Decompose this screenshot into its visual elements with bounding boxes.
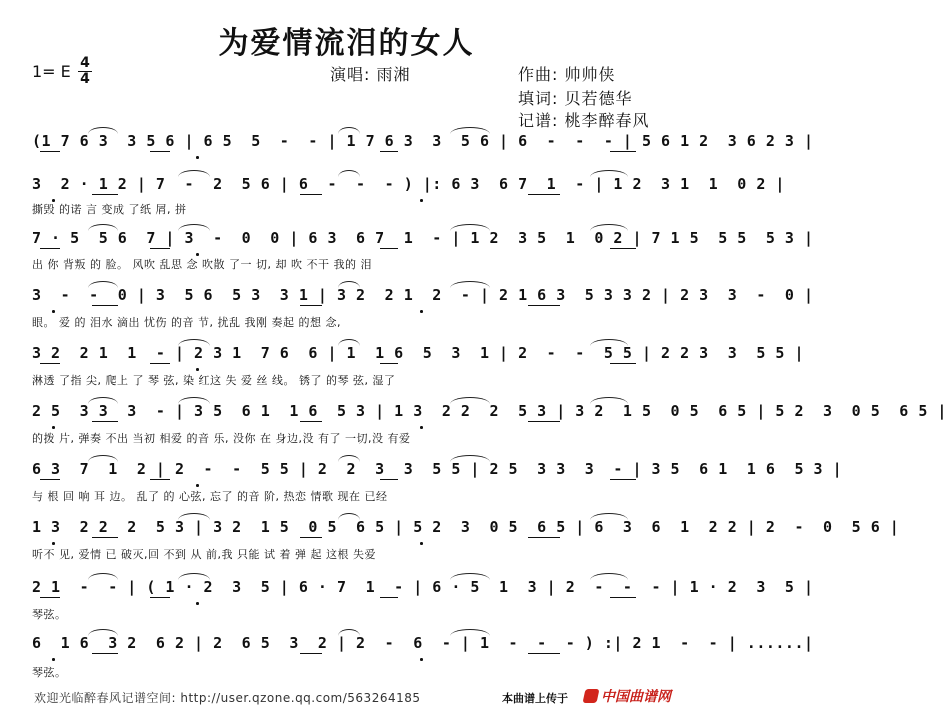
beam-line [528, 537, 560, 538]
lyric-line: 听不 见, 爱情 已 破灭,回 不到 从 前,我 只能 试 着 弹 起 这根 失爱 [32, 548, 376, 561]
slur-arc [590, 397, 628, 404]
slur-arc [88, 455, 118, 462]
slur-arc [338, 339, 360, 346]
beam-line [610, 597, 636, 598]
beam-line [150, 151, 170, 152]
beam-line [610, 151, 636, 152]
lyric-line: 的拨 片, 弹奏 不出 当初 相爱 的音 乐, 没你 在 身边,没 有了 一切,没 有爱 [32, 432, 411, 445]
beam-line [150, 363, 170, 364]
slur-arc [178, 397, 210, 404]
beam-line [40, 597, 60, 598]
beam-line [92, 653, 118, 654]
upload-note: 本曲谱上传于 [502, 692, 568, 705]
notation-line: 3 - - 0 | 3 5 6 5 3 3 1 | 3 2 2 1 2 - | 2 1 6 3 5 3 3 2 | 2 3 3 - 0 | [32, 286, 814, 304]
beam-line [380, 479, 398, 480]
slur-arc [178, 339, 210, 346]
beam-line [380, 151, 398, 152]
beam-line [40, 151, 60, 152]
slur-arc [88, 573, 118, 580]
octave-dot [196, 368, 199, 371]
slur-arc [338, 455, 360, 462]
composer-credit: 作曲: 帅帅侠 [518, 65, 616, 84]
time-signature-top: 4 [80, 55, 90, 71]
beam-line [92, 537, 118, 538]
slur-arc [88, 224, 118, 231]
slur-arc [590, 339, 628, 346]
slur-arc [178, 170, 210, 177]
beam-line [300, 653, 322, 654]
beam-line [610, 248, 636, 249]
octave-dot [196, 602, 199, 605]
beam-line [380, 248, 398, 249]
lyric-line: 琴弦。 [32, 608, 67, 621]
beam-line [528, 421, 560, 422]
singer-credit: 演唱: 雨湘 [330, 65, 411, 84]
octave-dot [52, 658, 55, 661]
octave-dot [52, 310, 55, 313]
slur-arc [450, 629, 490, 636]
notation-line: 2 5 3 3 3 - | 3 5 6 1 1 6 5 3 | 1 3 2 2 2 5 3 | 3 2 1 5 0 5 6 5 | 5 2 3 0 5 6 5 | [32, 402, 947, 420]
beam-line [528, 305, 560, 306]
beam-line [380, 363, 398, 364]
beam-line [150, 479, 170, 480]
key-signature: 1= E [32, 62, 71, 81]
octave-dot [420, 658, 423, 661]
octave-dot [52, 542, 55, 545]
slur-arc [88, 397, 118, 404]
slur-arc [88, 281, 118, 288]
octave-dot [420, 542, 423, 545]
lyric-line: 与 根 回 响 耳 边。 乱了 的 心弦, 忘了 的音 阶, 热恋 情歌 现在 已经 [32, 490, 388, 503]
beam-line [40, 479, 60, 480]
octave-dot [52, 426, 55, 429]
octave-dot [196, 156, 199, 159]
logo-icon [583, 689, 600, 703]
beam-line [92, 421, 118, 422]
slur-arc [338, 629, 360, 636]
lyric-line: 琴弦。 [32, 666, 67, 679]
song-title: 为爱情流泪的女人 [218, 26, 475, 61]
slur-arc [178, 224, 210, 231]
time-signature [78, 56, 92, 87]
slur-arc [450, 281, 490, 288]
slur-arc [338, 170, 360, 177]
slur-arc [178, 573, 210, 580]
notation-line: 1 3 2 2 2 5 3 | 3 2 1 5 0 5 6 5 | 5 2 3 0 5 6 5 | 6 3 6 1 2 2 | 2 - 0 5 6 | [32, 518, 900, 536]
beam-line [92, 305, 118, 306]
notation-line: 6 3 7 1 2 | 2 - - 5 5 | 2 2 3 3 5 5 | 2 5 3 3 3 - | 3 5 6 1 1 6 5 3 | [32, 460, 843, 478]
slur-arc [450, 397, 490, 404]
octave-dot [420, 310, 423, 313]
notation-line: (1 7 6 3 3 5 6 | 6 5 5 - - | 1 7 6 3 3 5 6 | 6 - - - | 5 6 1 2 3 6 2 3 | [32, 132, 814, 150]
slur-arc [590, 573, 628, 580]
beam-line [300, 194, 322, 195]
time-signature-bottom: 4 [78, 71, 92, 87]
notator-credit: 记谱: 桃李醉春风 [518, 111, 650, 130]
welcome-footer: 欢迎光临醉春风记谱空间: http://user.qzone.qq.com/563264185 [34, 691, 421, 705]
notation-line: 7 · 5 5 6 7 | 3 - 0 0 | 6 3 6 7 1 - | 1 2 3 5 1 0 2 | 7 1 5 5 5 5 3 | [32, 229, 814, 247]
slur-arc [88, 127, 118, 134]
octave-dot [420, 426, 423, 429]
slur-arc [178, 513, 210, 520]
lyric-line: 出 你 背叛 的 脸。 风吹 乱思 念 吹散 了一 切, 却 吹 不干 我的 泪 [32, 258, 372, 271]
slur-arc [338, 127, 360, 134]
beam-line [610, 479, 636, 480]
lyric-line: 眼。 爱 的 泪水 滴出 忧伤 的音 节, 扰乱 我刚 奏起 的想 念, [32, 316, 341, 329]
notation-line: 6 1 6 3 2 6 2 | 2 6 5 3 2 | 2 - 6 - | 1 - - - ) :| 2 1 - - | ......| [32, 634, 814, 652]
beam-line [92, 194, 118, 195]
slur-arc [338, 281, 360, 288]
beam-line [40, 363, 60, 364]
beam-line [300, 305, 322, 306]
beam-line [300, 421, 322, 422]
slur-arc [450, 573, 490, 580]
lyricist-credit: 填词: 贝若德华 [518, 89, 633, 108]
slur-arc [88, 629, 118, 636]
notation-line: 3 2 2 1 1 - | 2 3 1 7 6 6 | 1 1 6 5 3 1 | 2 - - 5 5 | 2 2 3 3 5 5 | [32, 344, 804, 362]
slur-arc [590, 224, 628, 231]
beam-line [528, 194, 560, 195]
beam-line [40, 248, 60, 249]
slur-arc [590, 170, 628, 177]
lyric-line: 淋透 了指 尖, 爬上 了 琴 弦, 染 红这 失 爱 丝 线。 锈了 的琴 弦, 湿了 [32, 374, 396, 387]
beam-line [610, 363, 636, 364]
beam-line [150, 597, 170, 598]
beam-line [528, 653, 560, 654]
octave-dot [196, 484, 199, 487]
slur-arc [450, 455, 490, 462]
slur-arc [338, 513, 360, 520]
site-name: 中国曲谱网 [601, 689, 671, 705]
slur-arc [450, 127, 490, 134]
beam-line [380, 597, 398, 598]
site-logo [584, 686, 671, 706]
beam-line [300, 537, 322, 538]
notation-line: 3 2 · 1 2 | 7 - 2 5 6 | 6 - - - ) |: 6 3 6 7 1 - | 1 2 3 1 1 0 2 | [32, 175, 785, 193]
lyric-line: 撕毁 的诺 言 变成 了纸 屑, 拼 [32, 203, 187, 216]
notation-line: 2 1 - - | ( 1 · 2 3 5 | 6 · 7 1 - | 6 · 5 1 3 | 2 - - - | 1 · 2 3 5 | [32, 578, 814, 596]
beam-line [150, 248, 170, 249]
slur-arc [450, 224, 490, 231]
slur-arc [590, 513, 628, 520]
